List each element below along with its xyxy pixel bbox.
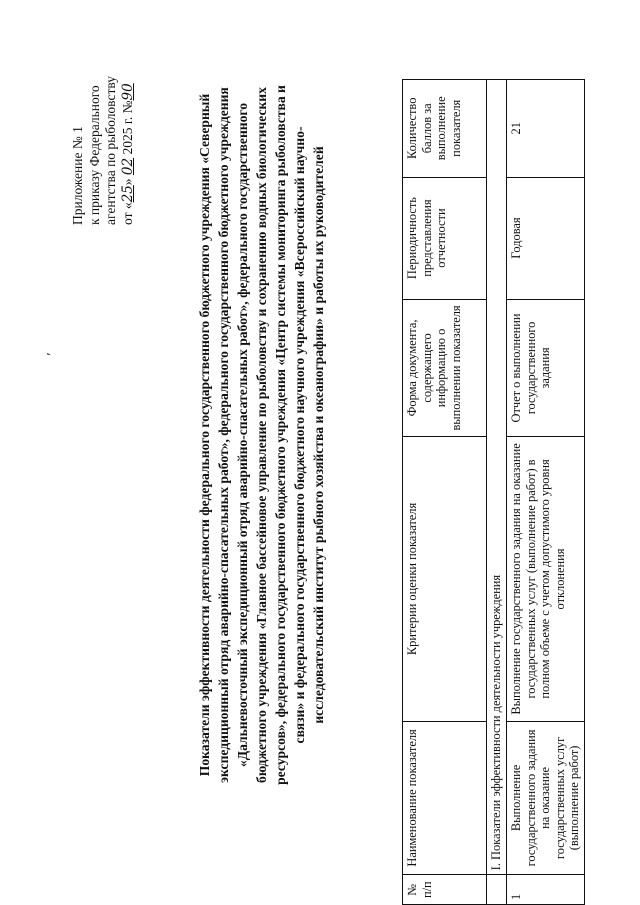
row-number: 1 xyxy=(507,875,585,905)
appendix-date-line xyxy=(120,25,137,225)
section-row xyxy=(487,80,507,905)
stray-mark: ' xyxy=(45,351,61,360)
table-row xyxy=(507,80,585,905)
document-title xyxy=(195,75,328,795)
title-line: связи» и федерального государственного бюджетного научного учреждения «Всероссийский научно- xyxy=(292,126,307,744)
table-header-row xyxy=(403,80,487,905)
header-criteria: Критерии оценки показателя xyxy=(403,437,487,721)
row-document-form: Отчет о выполнении государственного задания xyxy=(507,299,585,437)
header-indicator-name: Наименование показателя xyxy=(403,721,487,875)
appendix-line-1: Приложение № 1 xyxy=(70,126,85,225)
date-month: 02 xyxy=(119,157,136,176)
header-points: Количество баллов за выполнение показателя xyxy=(403,80,487,178)
date-day: 25 xyxy=(119,185,136,203)
row-periodicity: Годовая xyxy=(507,177,585,299)
appendix-block xyxy=(70,25,136,225)
section-title: I. Показатели эффективности деятельности учреждения xyxy=(487,80,507,875)
row-indicator-name: Выполнение государственного задания на оказание государственных услуг (выполнение работ) xyxy=(507,721,585,875)
row-points: 21 xyxy=(507,80,585,178)
indicators-table xyxy=(402,79,585,905)
date-year: 2025 г. № xyxy=(119,100,135,155)
header-number: № п/п xyxy=(403,875,487,905)
appendix-line-3: агентства по рыболовству xyxy=(103,75,118,225)
row-criteria: Выполнение государственного задания на оказание государственных услуг (выполнение работ) в полном объеме с учетом допустимого уровня отклонения xyxy=(507,437,585,721)
title-line: бюджетного учреждения «Главное бассейновое управление по рыболовству и сохранению водных биологических xyxy=(254,87,269,783)
header-periodicity: Периодичность представления отчетности xyxy=(403,177,487,299)
header-document-form: Форма документа, содержащего информацию о выполнении показателя xyxy=(403,299,487,437)
appendix-line-2: к приказу Федерального xyxy=(86,85,102,225)
title-line: ресурсов», федерального государственного бюджетного учреждения «Центр системы мониторинга рыболовства и xyxy=(273,85,288,785)
title-line: исследовательский институт рыбного хозяйства и океанографии» и работы их руководителей xyxy=(311,146,326,724)
title-line: экспедиционный отряд аварийно-спасательных работ», федерального государственного бюджетного учреждения xyxy=(216,87,231,783)
title-line: «Дальневосточный экспедиционный отряд аварийно-спасательных работ», федерального государственного xyxy=(235,102,250,768)
date-mid: » xyxy=(119,178,135,186)
title-line: Показатели эффективности деятельности федерального государственного бюджетного учреждения «Северный xyxy=(197,93,212,777)
section-empty-cell xyxy=(487,875,507,905)
date-prefix: от « xyxy=(119,202,135,225)
order-number: 90 xyxy=(119,83,136,101)
